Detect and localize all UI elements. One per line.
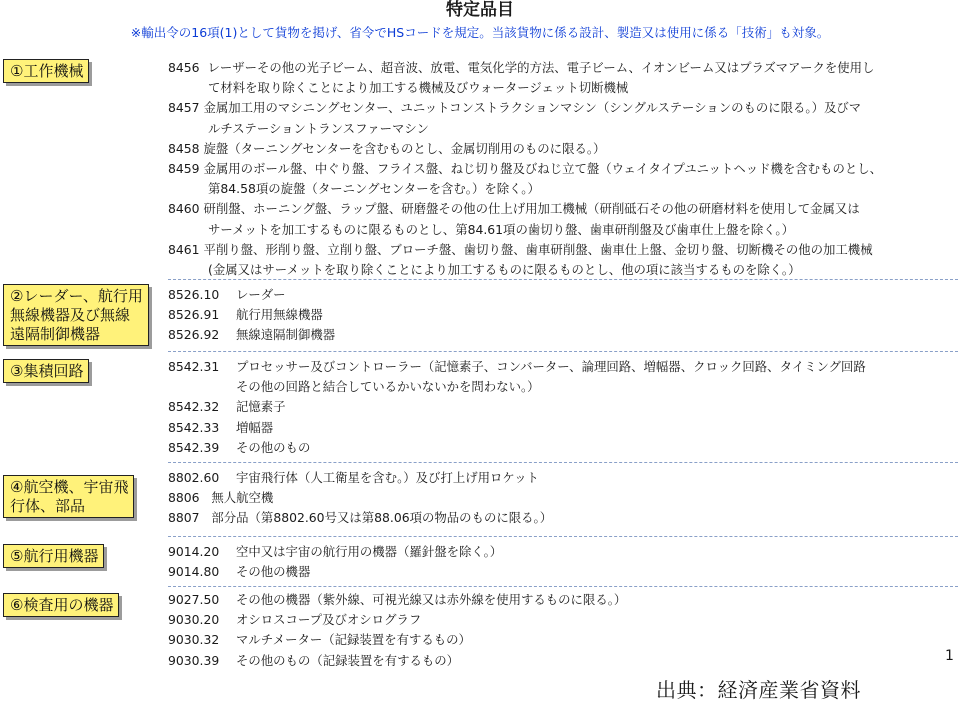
category-label-machine-tools xyxy=(3,59,89,83)
item-description-continued: 第84.58項の旋盤（ターニングセンターを含む。）を除く。） xyxy=(208,181,540,197)
category-label-line: ①工作機械 xyxy=(10,62,84,80)
hs-code: 8456 xyxy=(168,60,200,75)
item-description: プロセッサー及びコントローラー（記憶素子、コンバーター、論理回路、増幅器、クロック回路、タイミング回路 xyxy=(236,359,866,374)
section-separator xyxy=(168,586,958,587)
category-label-line: 遠隔制御機器 xyxy=(10,325,101,343)
hs-code: 9030.20 xyxy=(168,612,220,628)
category-label-aircraft xyxy=(3,475,134,518)
category-label-line: ⑤航行用機器 xyxy=(10,547,99,565)
hs-item xyxy=(168,508,960,528)
hs-item xyxy=(168,397,960,417)
item-description: その他の機器 xyxy=(236,564,311,580)
item-description: 部分品（第8802.60号又は第88.06項の物品のものに限る。） xyxy=(211,510,553,526)
hs-code: 9027.50 xyxy=(168,592,220,607)
hs-item xyxy=(168,488,960,508)
source-citation: 出典：経済産業省資料 xyxy=(656,678,861,702)
item-description: レーダー xyxy=(236,287,286,302)
item-description-continued: (金属又はサーメットを取り除くことにより加工するものに限るものとし、他の項に該当するものを除く。） xyxy=(208,262,801,278)
hs-code: 8460 xyxy=(168,201,200,217)
hs-item xyxy=(168,285,960,305)
hs-code: 8458 xyxy=(168,140,200,156)
item-description-continued: その他の回路と結合しているかいないかを問わない。） xyxy=(236,379,540,395)
category-label-integrated-circuits xyxy=(3,359,89,383)
hs-item xyxy=(168,357,960,397)
hs-item xyxy=(168,240,960,280)
item-list-navigation xyxy=(168,542,960,582)
item-description: 無人航空機 xyxy=(211,490,274,506)
hs-code: 8459 xyxy=(168,161,200,177)
item-description-continued: ルチステーショントランスファーマシン xyxy=(208,120,429,136)
hs-item xyxy=(168,199,960,239)
hs-code: 8542.32 xyxy=(168,399,220,415)
hs-item xyxy=(168,98,960,138)
category-label-line: 無線機器及び無線 xyxy=(10,306,131,324)
item-description: その他のもの xyxy=(236,439,311,455)
item-description: 研削盤、ホーニング盤、ラップ盤、研磨盤その他の仕上げ用加工機械（研削砥石その他の研磨材料を使用して金属又は xyxy=(203,201,860,217)
hs-code: 8457 xyxy=(168,100,200,116)
hs-item xyxy=(168,542,960,562)
page-subtitle: ※輸出令の16項(1)として貨物を掲げ、省令でHSコードを規定。当該貨物に係る設計、製造又は使用に係る「技術」も対象。 xyxy=(130,25,830,40)
item-description: 空中又は宇宙の航行用の機器（羅針盤を除く。） xyxy=(236,544,503,559)
hs-code: 8807 xyxy=(168,510,200,526)
hs-item xyxy=(168,651,960,671)
hs-code: 9014.80 xyxy=(168,564,220,580)
hs-code: 9030.39 xyxy=(168,652,220,668)
hs-item xyxy=(168,590,960,610)
item-description: 宇宙飛行体（人工衛星を含む。）及び打上げ用ロケット xyxy=(236,470,539,485)
item-description: マルチメーター（記録装置を有するもの） xyxy=(236,632,471,648)
hs-code: 8806 xyxy=(168,490,200,506)
section-separator xyxy=(168,462,958,463)
category-label-inspection xyxy=(3,593,119,617)
hs-code: 8526.91 xyxy=(168,307,220,323)
hs-code: 8542.39 xyxy=(168,439,220,455)
hs-code: 8526.92 xyxy=(168,327,220,343)
item-description: オシロスコープ及びオシログラフ xyxy=(236,612,422,628)
page-title: 特定品目 xyxy=(446,0,514,20)
hs-code: 8526.10 xyxy=(168,287,220,302)
hs-item xyxy=(168,159,960,199)
page-number: 1 xyxy=(945,648,954,664)
hs-item xyxy=(168,562,960,582)
hs-item xyxy=(168,418,960,438)
hs-item xyxy=(168,305,960,325)
item-list-inspection xyxy=(168,590,960,671)
hs-code: 8802.60 xyxy=(168,470,220,485)
hs-item xyxy=(168,325,960,345)
hs-item xyxy=(168,438,960,458)
item-description-continued: て材料を取り除くことにより加工する機械及びウォータージェット切断機械 xyxy=(208,80,629,96)
item-description: 平削り盤、形削り盤、立削り盤、ブローチ盤、歯切り盤、歯車研削盤、歯車仕上盤、金切り盤、切断機その他の加工機械 xyxy=(203,241,873,257)
item-list-machine-tools xyxy=(168,58,960,280)
item-description: 金属用のボール盤、中ぐり盤、フライス盤、ねじ切り盤及びねじ立て盤（ウェイタイプユニットヘッド機を含むものとし、 xyxy=(203,161,883,177)
hs-item xyxy=(168,58,960,98)
item-list-radar xyxy=(168,285,960,346)
item-description: その他の機器（紫外線、可視光線又は赤外線を使用するものに限る。） xyxy=(236,592,627,607)
item-description: 航行用無線機器 xyxy=(236,307,323,323)
category-label-radar xyxy=(3,284,149,346)
category-label-line: ⑥検査用の機器 xyxy=(10,596,114,614)
item-description: 金属加工用のマシニングセンター、ユニットコンストラクションマシン（シングルステーションのものに限る。）及びマ xyxy=(203,100,862,116)
item-list-aircraft xyxy=(168,468,960,529)
category-label-line: 行体、部品 xyxy=(10,497,86,515)
hs-item xyxy=(168,630,960,650)
category-label-line: ④航空機、宇宙飛 xyxy=(10,478,129,496)
hs-item xyxy=(168,468,960,488)
item-list-integrated-circuits xyxy=(168,357,960,458)
item-description: 増幅器 xyxy=(236,419,274,435)
item-description: 旋盤（ターニングセンターを含むものとし、金属切削用のものに限る。） xyxy=(203,140,606,156)
category-label-navigation xyxy=(3,544,104,568)
item-description: その他のもの（記録装置を有するもの） xyxy=(236,652,460,668)
hs-code: 8461 xyxy=(168,241,200,257)
category-label-line: ③集積回路 xyxy=(10,362,84,380)
hs-item xyxy=(168,610,960,630)
hs-code: 8542.31 xyxy=(168,359,220,374)
hs-item xyxy=(168,139,960,159)
hs-code: 8542.33 xyxy=(168,419,220,435)
item-description: 記憶素子 xyxy=(236,399,286,415)
hs-code: 9014.20 xyxy=(168,544,220,559)
section-separator xyxy=(168,351,958,352)
section-separator xyxy=(168,536,958,537)
item-description: 無線遠隔制御機器 xyxy=(236,327,336,343)
item-description: レーザーその他の光子ビーム、超音波、放電、電気化学的方法、電子ビーム、イオンビーム又はプラズマアークを使用し xyxy=(207,60,875,75)
category-label-line: ②レーダー、航行用 xyxy=(10,287,143,305)
item-description-continued: サーメットを加工するものに限るものとし、第84.61項の歯切り盤、歯車研削盤及び歯車仕上盤を除く。） xyxy=(208,221,794,237)
hs-code: 9030.32 xyxy=(168,632,220,648)
